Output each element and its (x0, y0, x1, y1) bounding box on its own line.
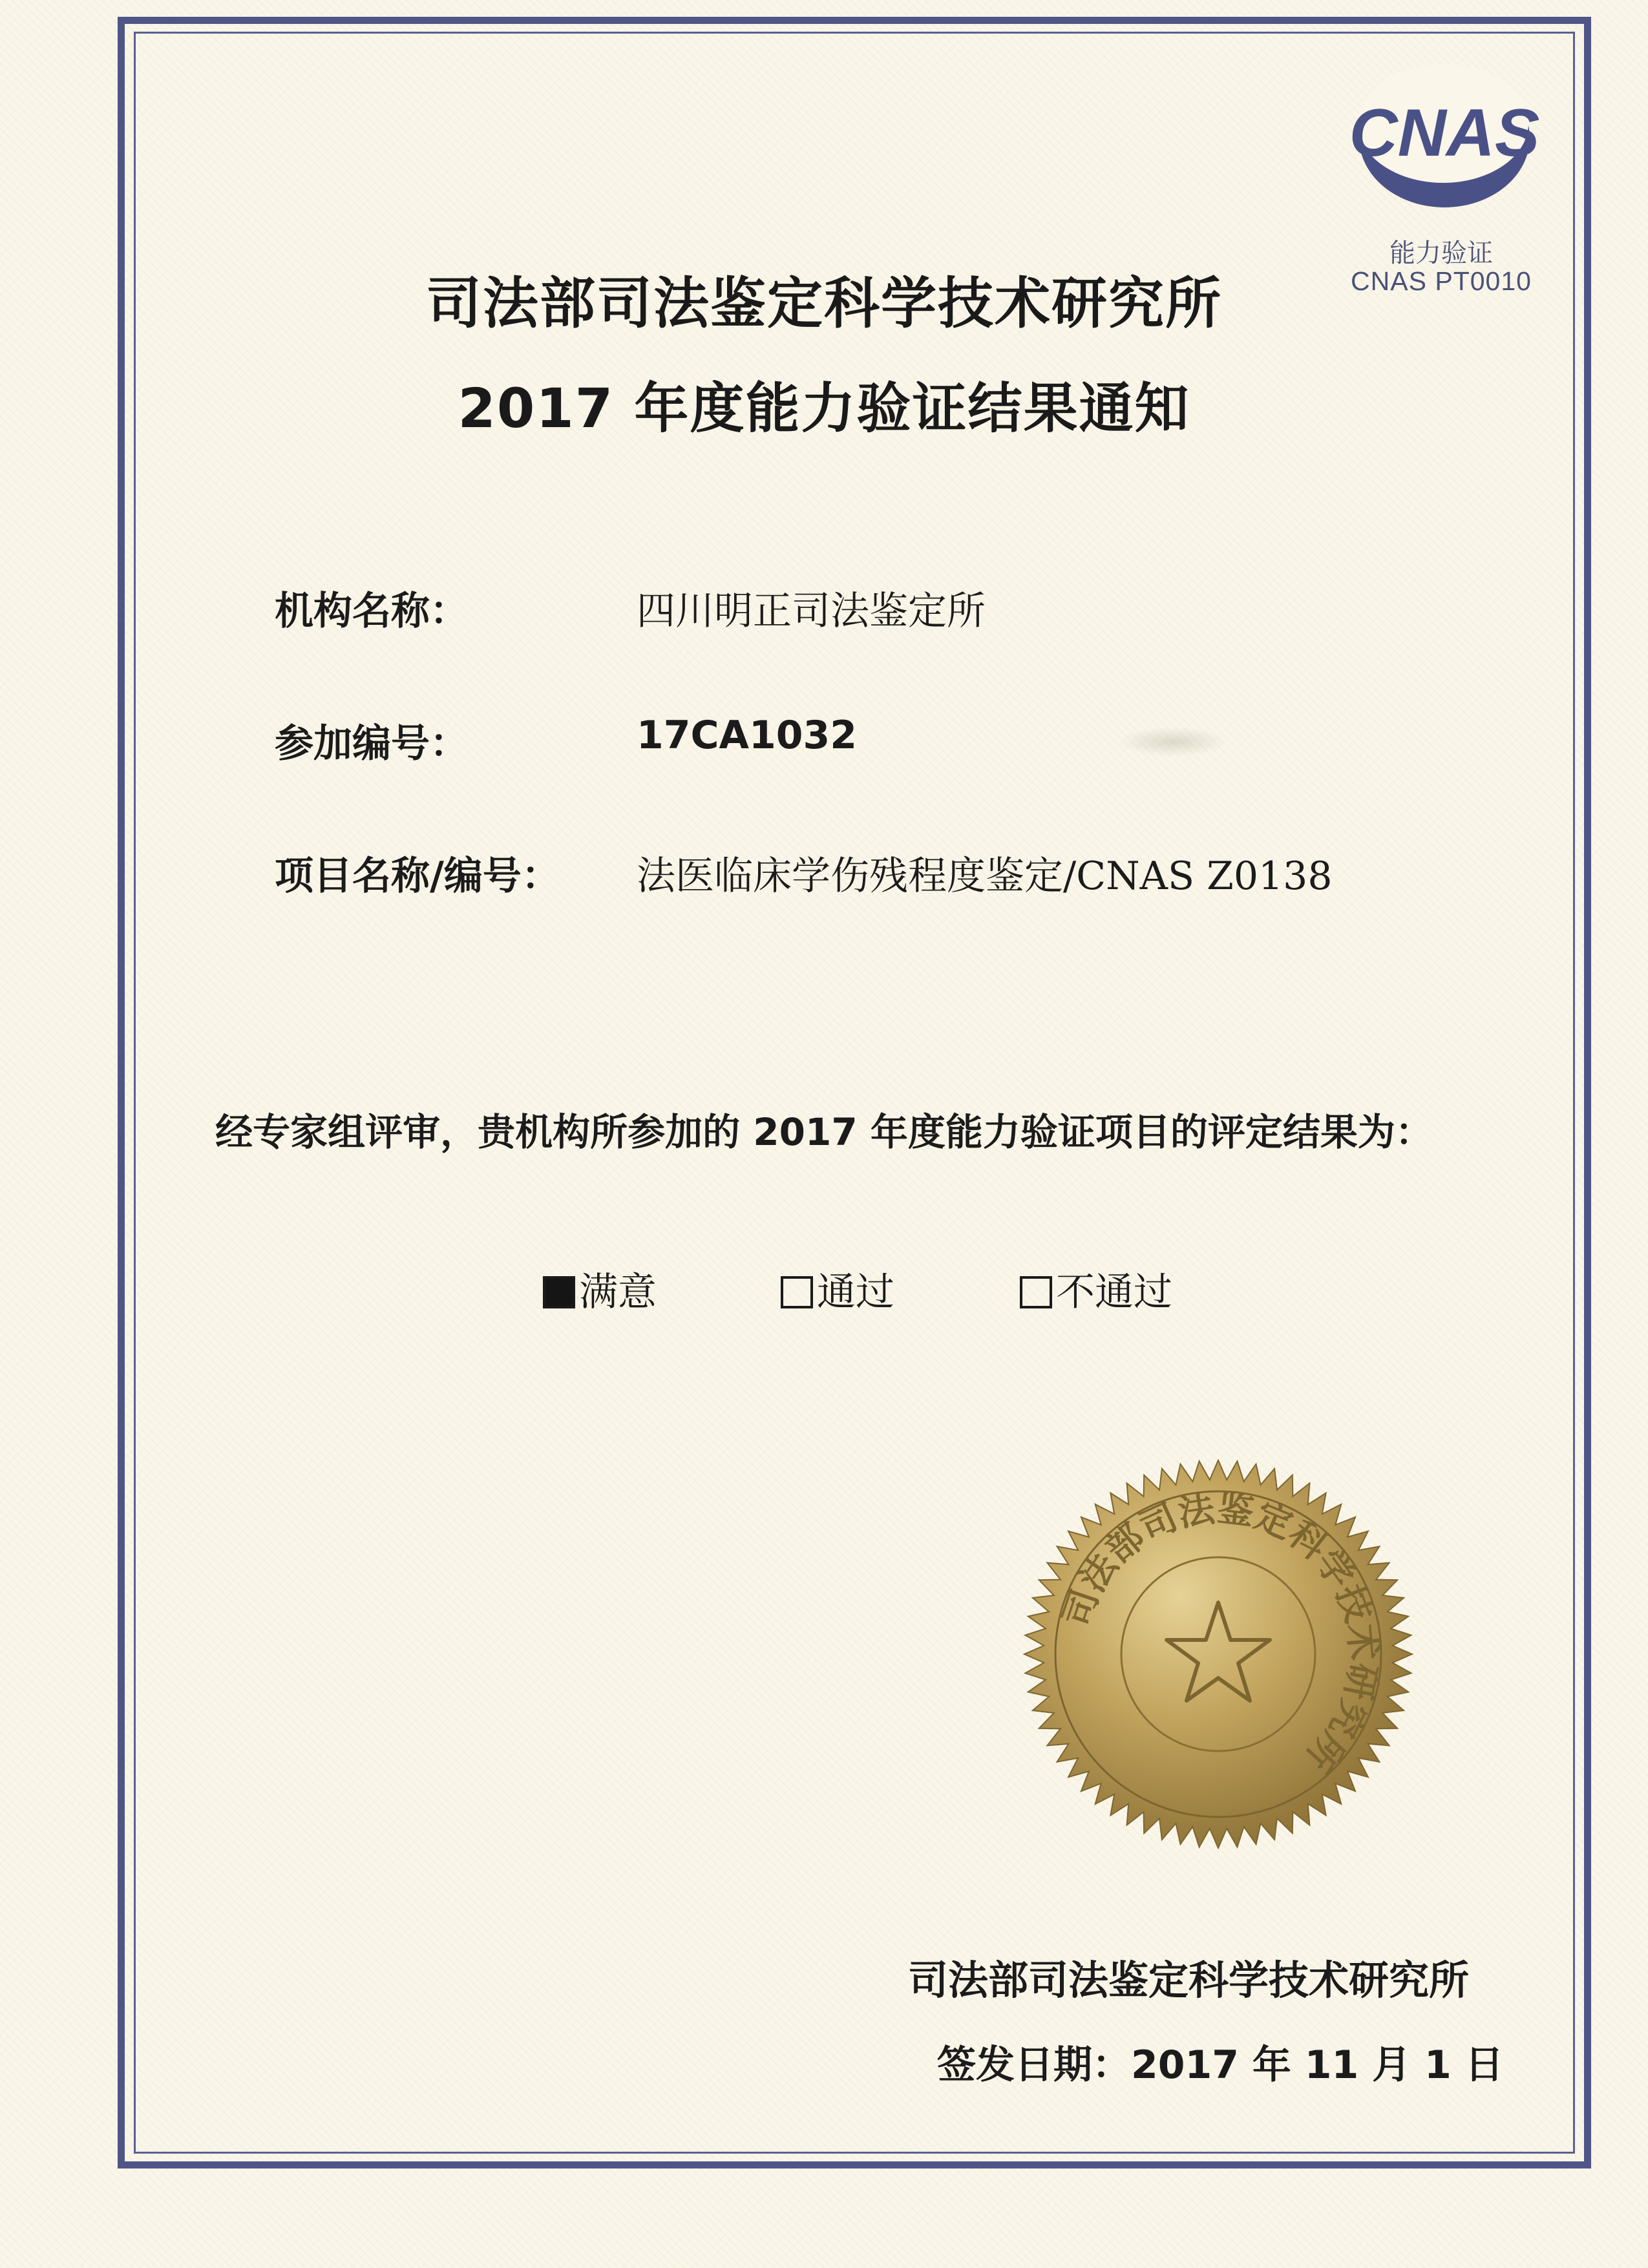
paper-smudge (1118, 727, 1228, 757)
result-option-satisfactory (543, 1270, 657, 1315)
review-statement: 经专家组评审，贵机构所参加的 2017 年度能力验证项目的评定结果为： (215, 1110, 1433, 1154)
project-label: 项目名称/编号： (275, 854, 560, 899)
result-option-label: 满意 (579, 1270, 657, 1315)
result-option-label: 不通过 (1056, 1270, 1172, 1315)
seal-text: 司法部司法鉴定科学技术研究所 (1055, 1487, 1385, 1779)
issuer-name: 司法部司法鉴定科学技术研究所 (908, 1957, 1470, 2004)
institution-value: 四川明正司法鉴定所 (637, 589, 986, 634)
title-notice: 2017 年度能力验证结果通知 (458, 377, 1190, 440)
result-option-fail (1020, 1270, 1172, 1315)
gold-seal (1021, 1457, 1415, 1851)
result-option-label: 通过 (817, 1270, 894, 1315)
title-organization: 司法部司法鉴定科学技术研究所 (426, 271, 1222, 336)
cnas-subtitle: 能力验证 (1389, 239, 1493, 268)
institution-label: 机构名称： (275, 589, 469, 634)
issue-date: 签发日期：2017 年 11 月 1 日 (937, 2042, 1504, 2088)
checkbox-empty-icon (781, 1276, 813, 1308)
participant-number-value: 17CA1032 (637, 713, 857, 758)
participant-number-label: 参加编号： (275, 721, 469, 766)
project-value: 法医临床学伤残程度鉴定/CNAS Z0138 (637, 854, 1333, 899)
cnas-code: CNAS PT0010 (1351, 266, 1532, 296)
checkbox-checked-icon (543, 1276, 575, 1308)
result-option-pass (781, 1270, 894, 1315)
checkbox-empty-icon (1020, 1276, 1052, 1308)
cnas-logo-text: CNAS (1349, 96, 1540, 171)
